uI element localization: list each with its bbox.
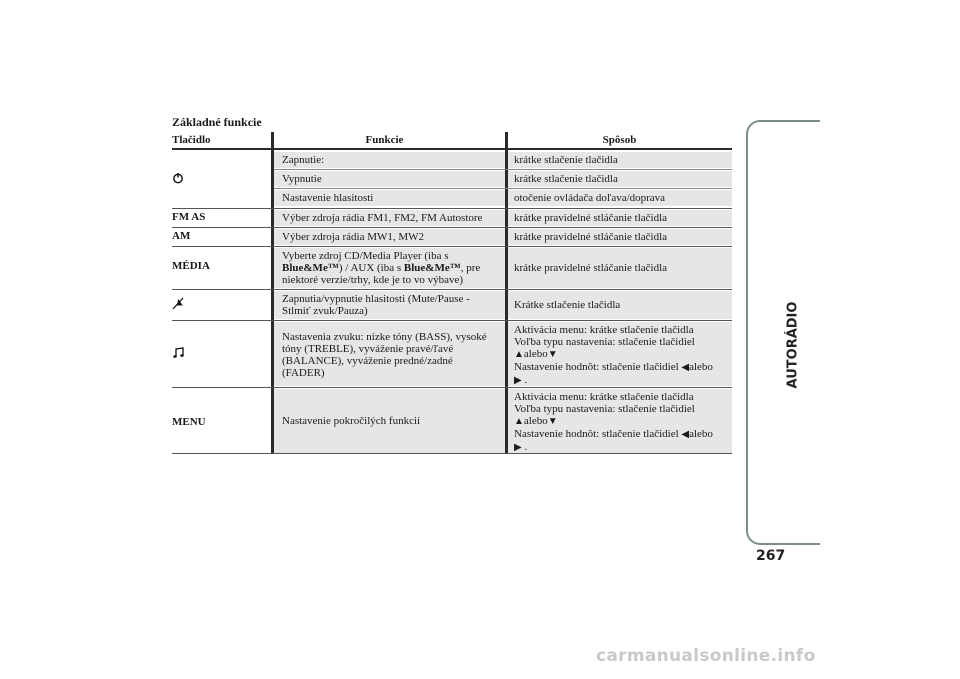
function-cell: Zapnutie: — [274, 152, 505, 168]
table-row — [172, 229, 732, 245]
left-arrow-icon: ◀ — [681, 429, 690, 440]
brand-text: Blue&Me™ — [403, 262, 461, 274]
function-cell: Vypnutie — [274, 171, 505, 187]
chapter-tab — [746, 120, 820, 545]
function-cell — [274, 248, 505, 288]
header-function: Funkcie — [365, 134, 404, 146]
right-arrow-icon: ▶ — [514, 375, 522, 386]
function-text: Vyberte zdroj CD/Media Player (iba s — [282, 250, 449, 262]
method-text: Voľba typu nastavenia: stlačenie tlačidiel — [514, 336, 695, 348]
method-text: alebo — [523, 348, 548, 360]
row-divider — [274, 188, 732, 189]
method-cell — [508, 322, 732, 386]
row-divider — [172, 289, 732, 290]
method-text: . — [524, 374, 528, 386]
row-divider — [172, 320, 732, 321]
function-text: (BALANCE), vyváženie predné/zadné — [282, 355, 453, 367]
table-row — [172, 389, 732, 453]
right-arrow-icon: ▶ — [514, 442, 522, 453]
table-row — [172, 248, 732, 288]
function-cell: Výber zdroja rádia FM1, FM2, FM Autostore — [274, 210, 505, 226]
function-text: niektoré verzie/trhy, kde je to vo výbave) — [282, 274, 464, 286]
method-cell: krátke pravidelné stláčanie tlačidla — [508, 210, 732, 226]
method-cell: krátke pravidelné stláčanie tlačidla — [508, 229, 732, 245]
down-arrow-icon: ▼ — [547, 416, 558, 427]
header-rule — [172, 148, 732, 150]
mute-icon — [172, 297, 267, 313]
table-row — [172, 291, 732, 319]
brand-text: Blue&Me™ — [282, 262, 339, 274]
button-label: FM AS — [172, 211, 206, 223]
table-row — [172, 190, 732, 206]
left-arrow-icon: ◀ — [681, 362, 690, 373]
method-cell: krátke stlačenie tlačidla — [508, 152, 732, 168]
up-arrow-icon: ▲ — [514, 416, 524, 427]
table-row — [172, 171, 732, 187]
method-text: Aktivácia menu: krátke stlačenie tlačidla — [514, 391, 694, 403]
method-cell: Krátke stlačenie tlačidla — [508, 291, 732, 319]
watermark: carmanualsonline.info — [596, 646, 816, 666]
method-text: Nastavenie hodnôt: stlačenie tlačidiel — [514, 428, 679, 440]
table-header — [172, 132, 732, 148]
function-text: Nastavenia zvuku: nízke tóny (BASS), vysoké — [282, 331, 487, 343]
function-text: tóny (TREBLE), vyváženie pravé/ľavé — [282, 343, 454, 355]
function-cell: Nastavenie pokročilých funkcií — [274, 389, 505, 453]
row-divider — [172, 246, 732, 247]
row-divider — [172, 227, 732, 228]
method-text: Nastavenie hodnôt: stlačenie tlačidiel — [514, 361, 679, 373]
button-label: MENU — [172, 416, 206, 428]
function-text: ) / AUX (iba s — [338, 262, 402, 274]
method-cell: krátke stlačenie tlačidla — [508, 171, 732, 187]
chapter-label: AUTORÁDIO — [785, 301, 801, 389]
table-row — [172, 322, 732, 386]
method-cell: krátke pravidelné stláčanie tlačidla — [508, 248, 732, 288]
function-cell: Nastavenie hlasitosti — [274, 190, 505, 206]
method-text: . — [524, 441, 528, 453]
row-divider — [172, 387, 732, 388]
header-button: Tlačidlo — [172, 134, 211, 146]
function-cell — [274, 291, 505, 319]
method-text: Voľba typu nastavenia: stlačenie tlačidiel — [514, 403, 695, 415]
function-text: (FADER) — [282, 367, 325, 379]
method-text: alebo — [689, 428, 713, 440]
up-arrow-icon: ▲ — [514, 349, 524, 360]
table-bottom-rule — [172, 453, 732, 454]
table-row — [172, 152, 732, 168]
header-method: Spôsob — [602, 134, 637, 146]
row-divider — [172, 208, 732, 209]
function-cell — [274, 322, 505, 386]
method-text: Aktivácia menu: krátke stlačenie tlačidla — [514, 324, 694, 336]
section-title: Základné funkcie — [172, 115, 262, 129]
method-cell — [508, 389, 732, 453]
method-text: alebo — [523, 415, 548, 427]
function-text: , pre — [460, 262, 481, 274]
page-number: 267 — [756, 548, 786, 564]
method-cell: otočenie ovládača doľava/doprava — [508, 190, 732, 206]
table-row — [172, 210, 732, 226]
function-text: Stlmiť zvuk/Pauza) — [282, 305, 368, 317]
function-cell: Výber zdroja rádia MW1, MW2 — [274, 229, 505, 245]
down-arrow-icon: ▼ — [547, 349, 558, 360]
function-text: Zapnutia/vypnutie hlasitosti (Mute/Pause - — [282, 293, 470, 305]
row-divider — [274, 169, 732, 170]
method-text: alebo — [689, 361, 713, 373]
music-note-icon — [172, 347, 267, 362]
button-label: MÉDIA — [172, 260, 210, 272]
button-label: AM — [172, 230, 191, 242]
